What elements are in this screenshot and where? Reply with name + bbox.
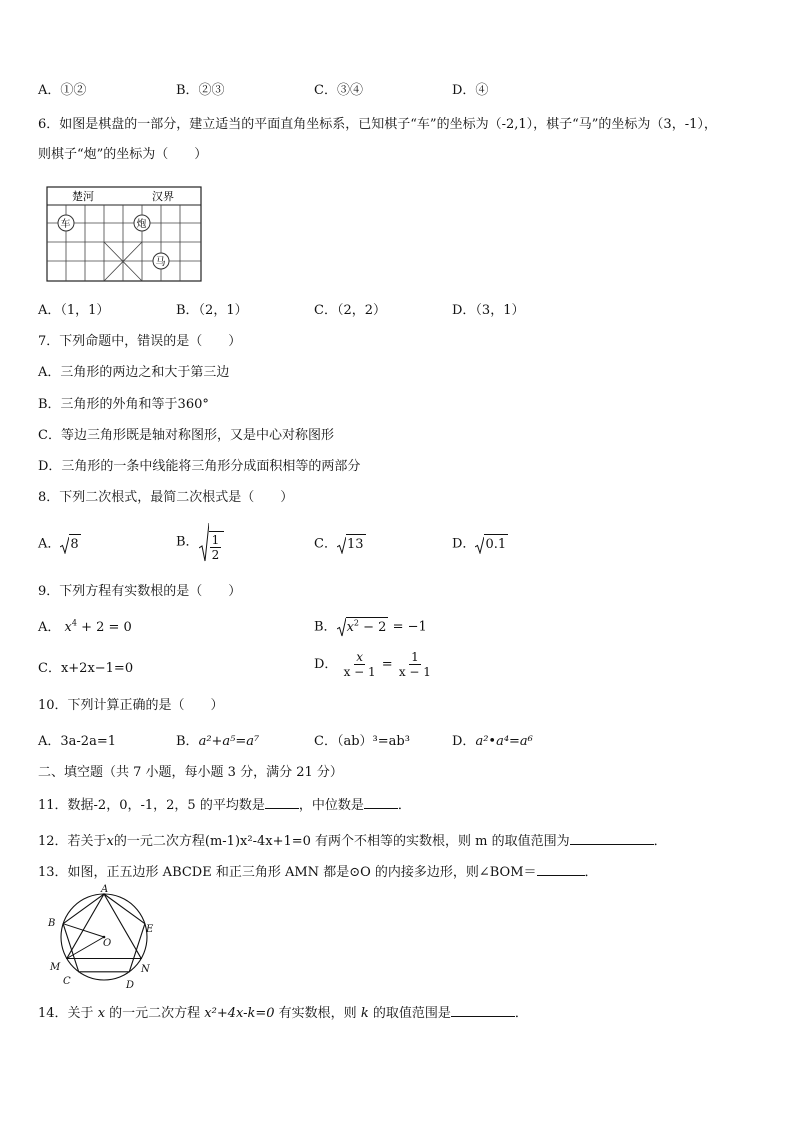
- q9-option-d-num1: x: [356, 650, 364, 664]
- q12-text-post: 的一元二次方程(m-1)x²-4x+1=0 有两个不相等的实数根，则 m 的取值范围为: [113, 834, 570, 849]
- q6-stem-line1: 6．如图是棋盘的一部分，建立适当的平面直角坐标系，已知棋子“车”的坐标为（-2,1），棋子“马”的坐标为（3，-1），: [38, 117, 717, 132]
- q9-option-d-label: D．: [314, 657, 338, 672]
- q8-option-b: [176, 522, 224, 562]
- q11-text-mid: ，中位数是: [298, 798, 364, 813]
- label-point-a: A: [101, 884, 109, 895]
- q9-option-d-den2: x − 1: [398, 665, 431, 679]
- section-heading-fill-in: 二、填空题（共 7 小题，每小题 3 分，满分 21 分）: [38, 765, 343, 780]
- q8-option-c: [314, 534, 366, 554]
- q11-blank-mean: [265, 796, 299, 809]
- q14-var-k: k: [360, 1006, 369, 1021]
- q9-stem: 9．下列方程有实数根的是（ ）: [38, 584, 242, 599]
- q11-text-end: ．: [397, 798, 411, 813]
- piece-ma-label: 马: [155, 257, 166, 268]
- q12: [38, 832, 667, 851]
- label-point-n: N: [141, 964, 150, 975]
- q10-option-b: [176, 733, 259, 751]
- q9-option-b-rest: = −1: [388, 619, 427, 635]
- q7-stem: 7．下列命题中，错误的是（ ）: [38, 334, 242, 349]
- q8-option-d-radicand: 0.1: [484, 534, 508, 554]
- q5-option-d: D．④: [452, 83, 489, 98]
- q10-option-c: C．（ab）³=ab³: [314, 734, 410, 749]
- q11-blank-median: [364, 796, 398, 809]
- q9-option-d: [314, 650, 433, 679]
- q9-option-b: [314, 617, 427, 637]
- q14-text-pre: 14．关于: [38, 1006, 98, 1021]
- label-point-e: E: [146, 924, 154, 935]
- q14-text-mid2: 有实数根，则: [274, 1006, 361, 1021]
- q6-option-b: B．（2，1）: [176, 303, 248, 318]
- q9-option-a-base: x: [64, 620, 72, 635]
- q9-option-b-inner: − 2: [359, 620, 387, 635]
- q11: [38, 796, 411, 815]
- q10-option-b-label: B．: [176, 734, 199, 749]
- q9-option-d-den1: x − 1: [343, 665, 376, 679]
- q9-option-b-exp: 2: [353, 618, 359, 628]
- q9-option-b-label: B．: [314, 619, 337, 635]
- q7-option-b: B．三角形的外角和等于360°: [38, 397, 209, 412]
- q14: [38, 1004, 528, 1023]
- q14-equation: x²+4x-k=0: [204, 1006, 275, 1021]
- q8-option-b-den: 2: [211, 548, 220, 562]
- q13-text-pre: 13．如图，正五边形 ABCDE 和正三角形 AMN 都是⊙O 的内接多边形，则∠BOM＝: [38, 865, 537, 880]
- q8-option-c-label: C．: [314, 536, 337, 552]
- q9-option-b-base: x: [346, 620, 354, 635]
- q8-stem: 8．下列二次根式，最简二次根式是（ ）: [38, 490, 294, 505]
- q8-option-d-label: D．: [452, 536, 476, 552]
- q13-text-end: ．: [584, 865, 598, 880]
- q10-option-d-expr: a²•a⁴=a⁶: [475, 734, 533, 749]
- q12-blank: [570, 832, 654, 845]
- q5-option-a: A．①②: [38, 83, 87, 98]
- q8-option-a-label: A．: [38, 536, 61, 552]
- q14-text-end: ．: [514, 1006, 528, 1021]
- q14-text-post: 的取值范围是: [368, 1006, 451, 1021]
- q8-option-c-radicand: 13: [346, 534, 366, 554]
- piece-che-label: 车: [60, 219, 71, 230]
- q9-option-a-exp: 4: [71, 618, 77, 628]
- board-label-chuhe: 楚河: [72, 190, 94, 203]
- chessboard-figure: [46, 186, 202, 282]
- label-point-c: C: [63, 976, 71, 987]
- q10-option-a: A．3a-2a=1: [38, 734, 116, 749]
- q9-option-d-num2: 1: [411, 650, 419, 664]
- q7-option-d: D．三角形的一条中线能将三角形分成面积相等的两部分: [38, 459, 361, 474]
- q12-variable: x: [106, 834, 114, 849]
- circle-polygon-figure: [44, 884, 168, 994]
- q10-option-d-label: D．: [452, 734, 476, 749]
- label-point-m: M: [50, 962, 61, 973]
- q12-text-end: ．: [653, 834, 667, 849]
- q8-option-d: [452, 534, 508, 554]
- q5-option-b: B．②③: [176, 83, 225, 98]
- q10-option-d: [452, 733, 533, 751]
- q7-option-c: C．等边三角形既是轴对称图形，又是中心对称图形: [38, 428, 334, 443]
- q6-stem-line2: 则棋子“炮”的坐标为（ ）: [38, 147, 208, 162]
- q8-option-a: [38, 534, 81, 554]
- q12-text-pre: 12．若关于: [38, 834, 107, 849]
- q10-option-b-expr: a²+a⁵=a⁷: [198, 734, 260, 749]
- q13: [38, 863, 598, 882]
- q9-option-a: [38, 619, 132, 637]
- q8-option-b-label: B．: [176, 534, 199, 550]
- q5-option-c: C．③④: [314, 83, 363, 98]
- q11-text-pre: 11．数据-2，0，-1，2，5 的平均数是: [38, 798, 265, 813]
- q9-option-a-rest: + 2 = 0: [76, 620, 132, 635]
- q10-stem: 10．下列计算正确的是（ ）: [38, 698, 224, 713]
- q8-option-a-radicand: 8: [69, 534, 80, 554]
- board-label-hanjie: 汉界: [152, 190, 174, 203]
- label-point-o: O: [103, 938, 112, 949]
- q6-option-c: C．（2，2）: [314, 303, 386, 318]
- label-point-d: D: [126, 980, 135, 991]
- q9-option-d-eq: =: [377, 657, 397, 672]
- q13-blank: [537, 863, 585, 876]
- q14-text-mid: 的一元二次方程: [105, 1006, 205, 1021]
- q8-option-b-num: 1: [211, 533, 220, 547]
- q14-var-x: x: [97, 1006, 106, 1021]
- q14-blank: [451, 1004, 515, 1017]
- q9-option-a-label: A．: [38, 620, 61, 635]
- q9-option-c: C．x+2x−1=0: [38, 661, 134, 676]
- q6-option-a: A．（1，1）: [38, 303, 110, 318]
- piece-pao-label: 炮: [136, 219, 147, 230]
- q7-option-a: A．三角形的两边之和大于第三边: [38, 365, 230, 380]
- q6-option-d: D．（3，1）: [452, 303, 525, 318]
- label-point-b: B: [48, 918, 56, 929]
